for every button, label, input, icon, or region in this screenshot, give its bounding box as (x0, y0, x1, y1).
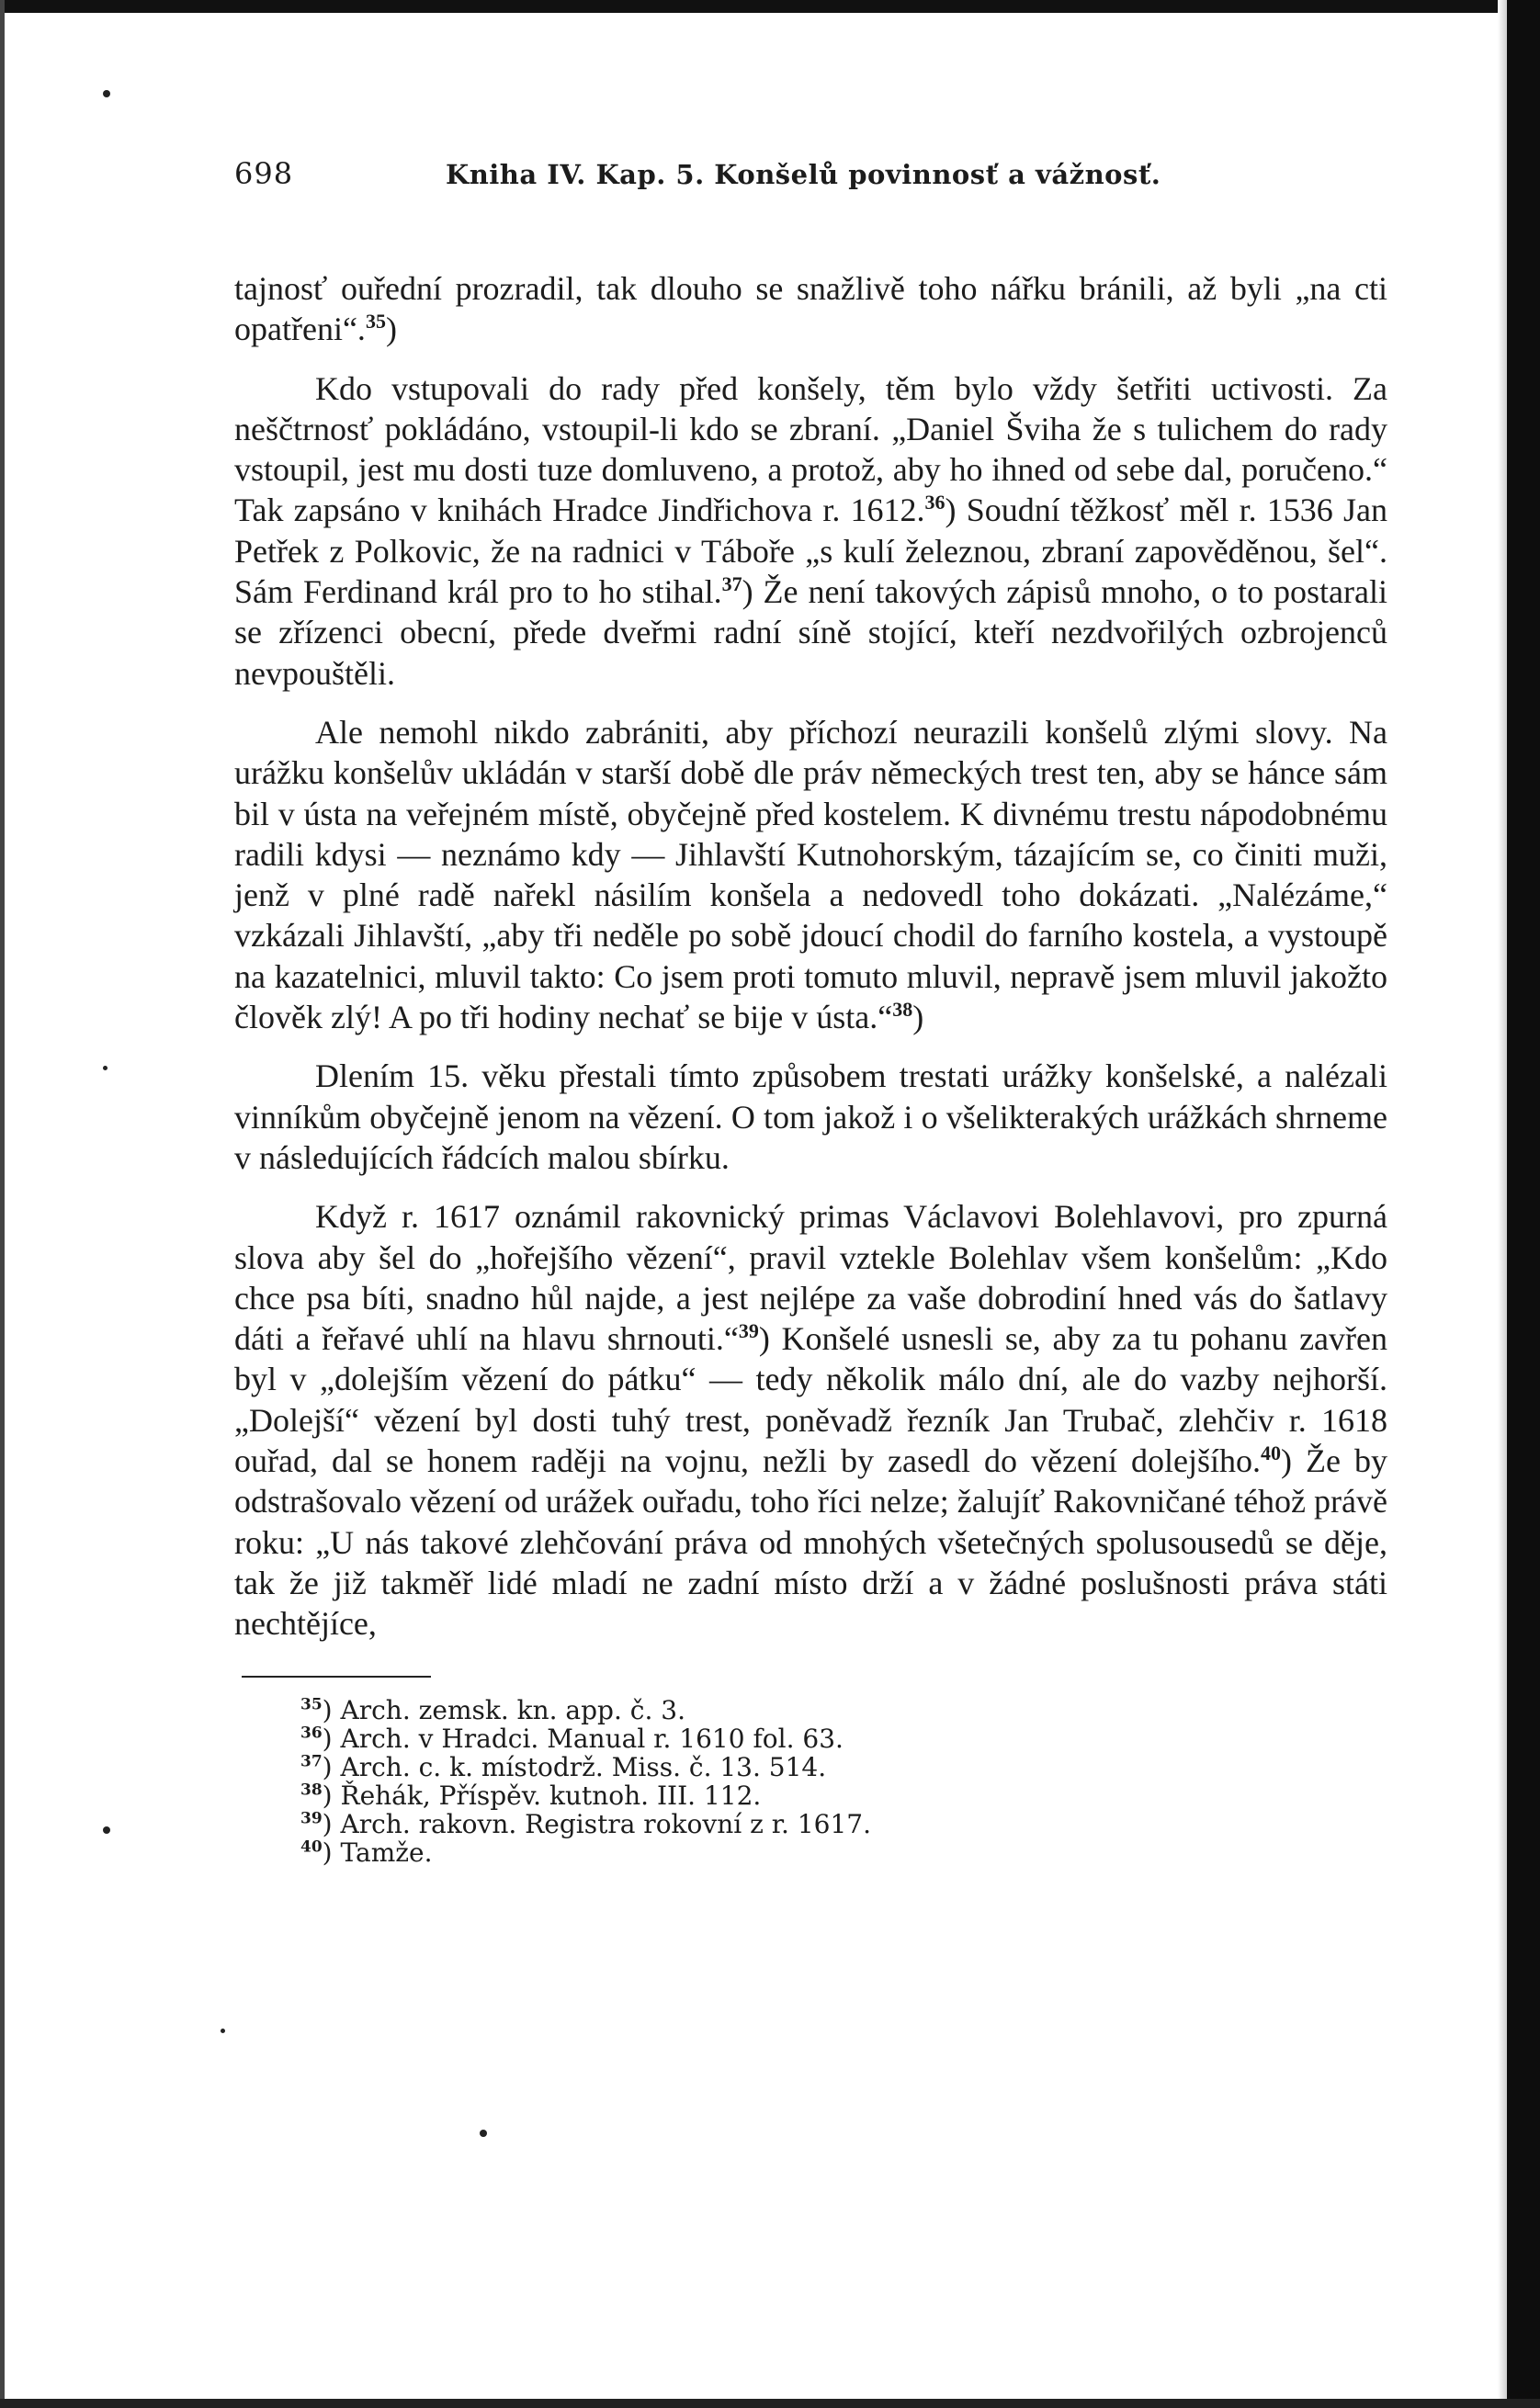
scan-speck (221, 2029, 225, 2033)
scan-border-left (0, 0, 5, 2408)
footnote: $^{39}$) Arch. rakovn. Registra rokovní z r. 1617. (300, 1808, 871, 1839)
paragraph: Kdo vstupovali do rady před konšely, těm bylo vždy šetřiti uctivosti. Za neščtrnosť pokládáno, vstoupil-li kdo se zbraní. „Daniel Šviha že s tulichem do rady vstoupil, jest mu dosti tuze domluveno, a protož, aby ho ihned od sebe dal, poručeno.“ Tak zapsáno v knihách Hradce Jindřichova r. 1612.36) Soudní těžkosť měl r. 1536 Jan Petřek z Polkovic, že na radnici v Táboře „s kulí železnou, zbraní zapověděnou, šel“. Sám Ferdinand král pro to ho stihal.$^{37}$) Že není takových zápisů mnoho, o to postarali se zřízenci obecní, přede dveřmi radní síně stojící, kteří nezdvořilých ozbrojenců nevpouštěli. (234, 369, 1387, 692)
footnote-ref: 40 (1260, 1441, 1281, 1465)
footnote: $^{35}$) Arch. zemsk. kn. app. č. 3. (300, 1694, 685, 1725)
scan-speck (103, 1066, 108, 1070)
footnote-ref: 35 (365, 310, 386, 334)
footnotes (234, 1696, 1387, 1867)
scan-border-bottom (0, 2399, 1540, 2408)
scan-speck (103, 1826, 110, 1834)
footnote-separator (242, 1676, 431, 1678)
scan-border-right (1507, 0, 1540, 2408)
scan-border-top (0, 0, 1540, 13)
scan-speck (480, 2130, 487, 2137)
paragraph: Ale nemohl nikdo zabrániti, aby příchozí neurazili konšelů zlými slovy. Na urážku konšelův ukládán v starší době dle práv německých trest ten, aby se hánce sám bil v ústa na veřejném místě, obyčejně před kostelem. K divnému trestu nápodobnému radili kdysi — neznámo kdy — Jihlavští Kutnohorským, tázajícím se, co činiti muži, jenž v plné radě nařekl násilím konšela a nedovedl toho dokázati. „Nalézáme,“ vzkázali Jihlavští, „aby tři neděle po sobě jdoucí chodil do farního kostela, a vystoupě na kazatelnici, mluvil takto: Co jsem proti tomuto mluvil, nepravě jsem mluvil jakožto člověk zlý! A po tři hodiny nechať se bije v ústa.“$^{38}$) (234, 713, 1387, 1036)
body-text (234, 268, 1387, 1645)
footnote-ref: 39 (738, 1319, 759, 1343)
paragraph: Dlením 15. věku přestali tímto způsobem trestati urážky konšelské, a nalézali vinníkům obyčejně jenom na vězení. O tom jakož i o všelikterakých urážkách shrneme v následujících řádcích malou sbírku. (234, 1057, 1387, 1176)
page-header (234, 156, 1387, 195)
book-page (234, 156, 1387, 1867)
footnote: $^{40}$) Tamže. (300, 1837, 433, 1868)
page-number: 698 (234, 156, 294, 191)
footnote: $^{36}$) Arch. v Hradci. Manual r. 1610 fol. 63. (300, 1723, 844, 1754)
scan-speck (103, 90, 110, 97)
footnote-ref: 38 (892, 998, 913, 1022)
footnote: $^{38}$) Řehák, Příspěv. kutnoh. III. 112. (300, 1780, 762, 1811)
paragraph: Když r. 1617 oznámil rakovnický primas Václavovi Bolehlavovi, pro zpurná slova aby šel do „hořejšího vězení“, pravil vztekle Bolehlav všem konšelům: „Kdo chce psa bíti, snadno hůl najde, a jest nejlépe za vaše dobrodiní hned vás do šatlavy dáti a řeřavé uhlí na hlavu shrnouti.“$^{39}$) Konšelé usnesli se, aby za tu pohanu zavřen byl v „dolejším vězení do pátku“ — tedy několik málo dní, ale do vazby nejhorší. „Dolejší“ vězení byl dosti tuhý trest, poněvadž řezník Jan Trubač, zlehčiv r. 1618 ouřad, dal se honem raději na vojnu, nežli by zasedl do vězení dolejšího.$^{40}$) Že by odstrašovalo vězení od urážek ouřadu, toho říci nelze; žalujíť Rakovničané téhož právě roku: „U nás takové zlehčování práva od mnohých všetečných spolusousedů se děje, tak že již takměř lidé mladí ne zadní místo drží a v žádné poslušnosti práva státi nechtějíce, (234, 1198, 1388, 1643)
paragraph: tajnosť ouřední prozradil, tak dlouho se snažlivě toho nářku bránili, až byli „na cti opatřeni“.$^{35}$) (234, 270, 1387, 348)
scan-page-edge (1498, 0, 1507, 2408)
running-head: Kniha IV. Kap. 5. Konšelů povinnosť a vážnosť. (446, 159, 1161, 190)
footnote: $^{37}$) Arch. c. k. místodrž. Miss. č. 13. 514. (300, 1751, 827, 1782)
footnote-ref: 36 (924, 491, 946, 514)
footnote-ref: 37 (721, 572, 742, 596)
